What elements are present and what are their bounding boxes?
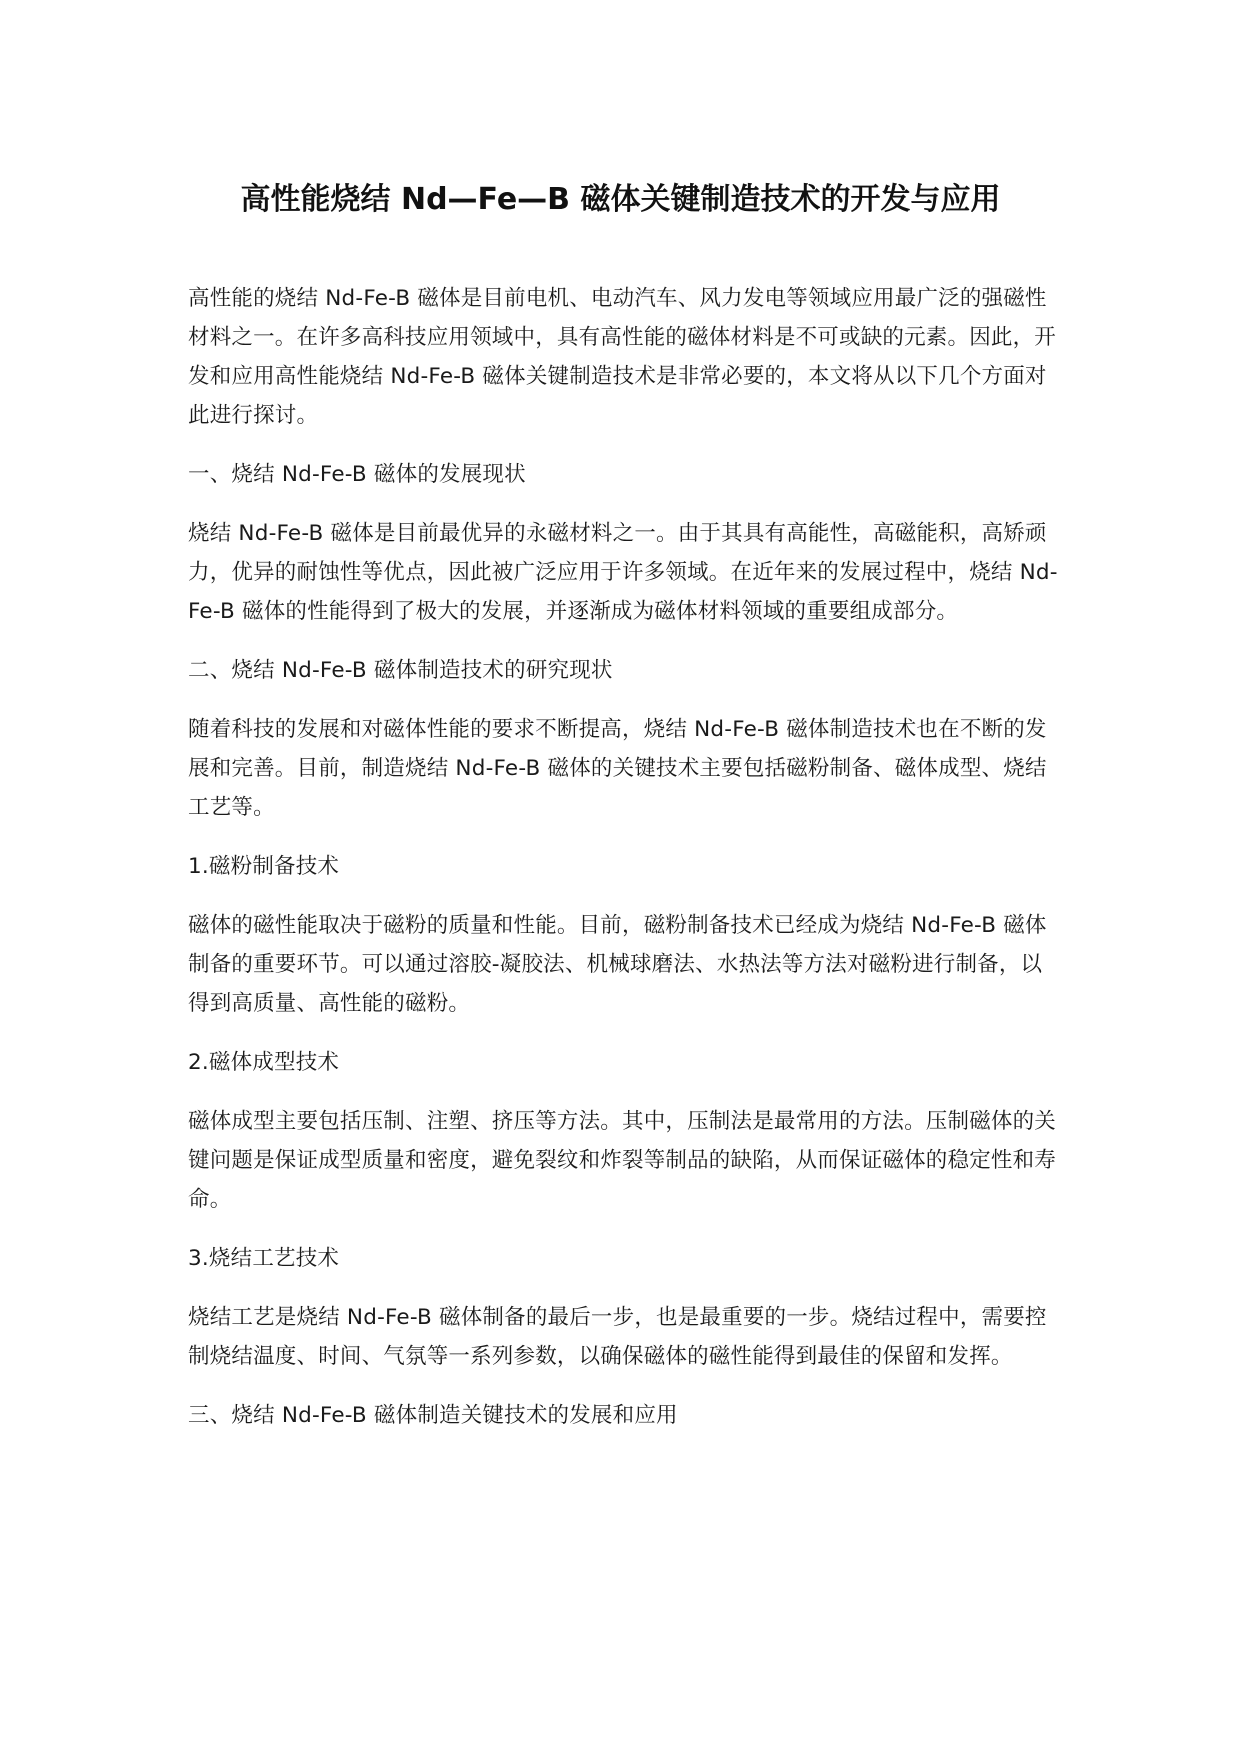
subsection-heading-2: 2.磁体成型技术 bbox=[188, 1050, 340, 1075]
subsection-heading-3: 3.烧结工艺技术 bbox=[188, 1246, 340, 1271]
subsection-heading-1: 1.磁粉制备技术 bbox=[188, 854, 340, 879]
subsection-3-paragraph: 烧结工艺是烧结 Nd-Fe-B 磁体制备的最后一步，也是最重要的一步。烧结过程中，需要控制烧结温度、时间、气氛等一系列参数，以确保磁体的磁性能得到最佳的保留和发挥。 bbox=[188, 1305, 1047, 1369]
subsection-1-paragraph: 磁体的磁性能取决于磁粉的质量和性能。目前，磁粉制备技术已经成为烧结 Nd-Fe-B 磁体制备的重要环节。可以通过溶胶-凝胶法、机械球磨法、水热法等方法对磁粉进行制备，以得到高质量、高性能的磁粉。 bbox=[188, 913, 1047, 1016]
section-heading-1: 一、烧结 Nd-Fe-B 磁体的发展现状 bbox=[188, 462, 526, 487]
section-2-paragraph: 随着科技的发展和对磁体性能的要求不断提高，烧结 Nd-Fe-B 磁体制造技术也在不断的发展和完善。目前，制造烧结 Nd-Fe-B 磁体的关键技术主要包括磁粉制备、磁体成型、烧结工艺等。 bbox=[188, 717, 1047, 820]
document-body bbox=[188, 279, 1058, 1455]
subsection-2-paragraph: 磁体成型主要包括压制、注塑、挤压等方法。其中，压制法是最常用的方法。压制磁体的关键问题是保证成型质量和密度，避免裂纹和炸裂等制品的缺陷，从而保证磁体的稳定性和寿命。 bbox=[188, 1109, 1057, 1212]
section-heading-3: 三、烧结 Nd-Fe-B 磁体制造关键技术的发展和应用 bbox=[188, 1403, 678, 1428]
section-heading-2: 二、烧结 Nd-Fe-B 磁体制造技术的研究现状 bbox=[188, 658, 613, 683]
section-1-paragraph: 烧结 Nd-Fe-B 磁体是目前最优异的永磁材料之一。由于其具有高能性，高磁能积，高矫顽力，优异的耐蚀性等优点，因此被广泛应用于许多领域。在近年来的发展过程中，烧结 Nd-Fe-B 磁体的性能得到了极大的发展，并逐渐成为磁体材料领域的重要组成部分。 bbox=[188, 521, 1058, 624]
document-title: 高性能烧结 Nd—Fe—B 磁体关键制造技术的开发与应用 bbox=[240, 182, 1001, 217]
intro-paragraph: 高性能的烧结 Nd-Fe-B 磁体是目前电机、电动汽车、风力发电等领域应用最广泛的强磁性材料之一。在许多高科技应用领域中，具有高性能的磁体材料是不可或缺的元素。因此，开发和应用高性能烧结 Nd-Fe-B 磁体关键制造技术是非常必要的，本文将从以下几个方面对此进行探讨。 bbox=[188, 286, 1057, 428]
